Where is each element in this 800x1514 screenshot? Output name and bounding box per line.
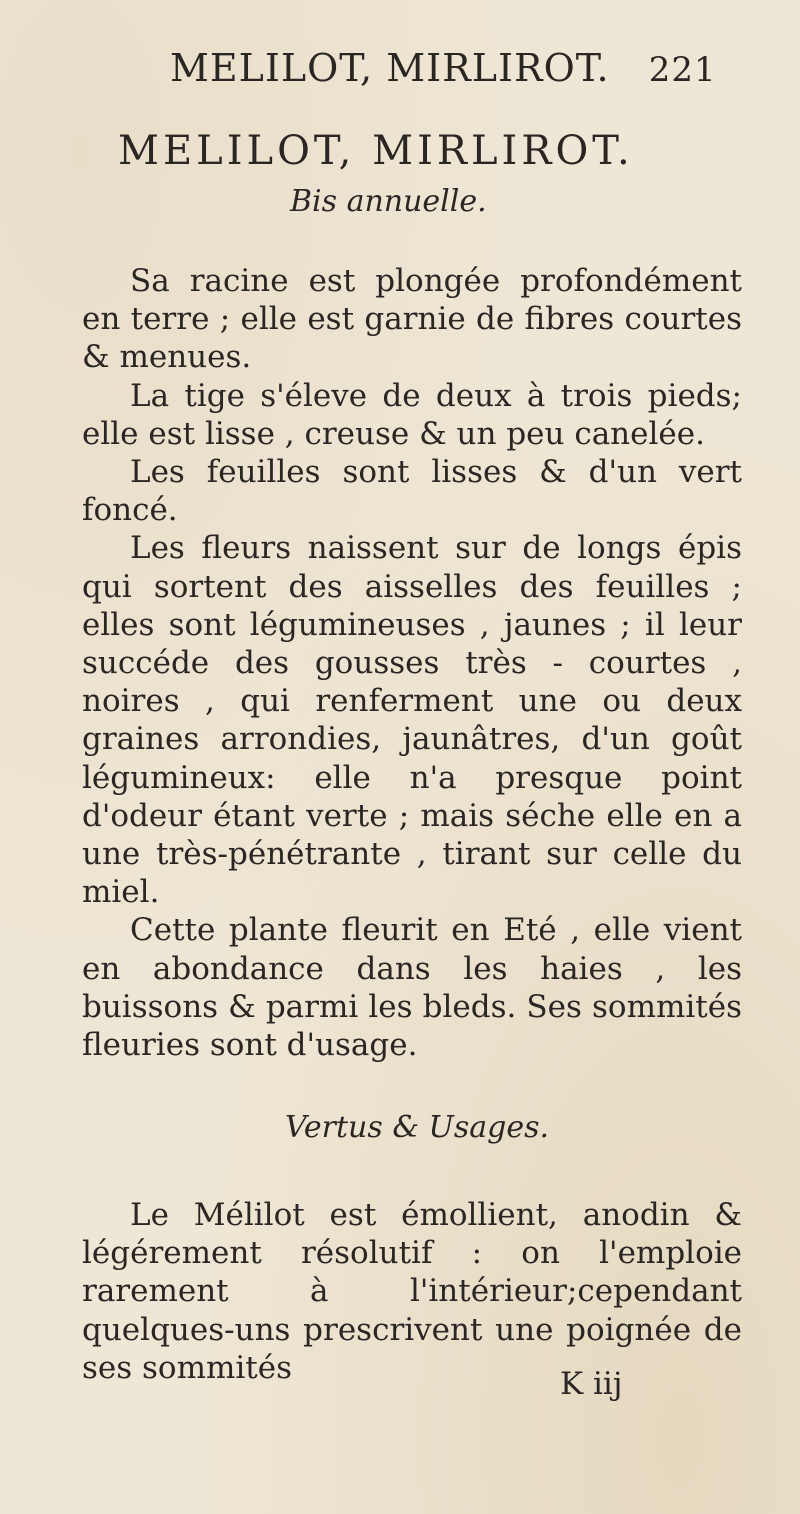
running-title: MELILOT, MIRLIROT. [170, 46, 610, 90]
entry-title: MELILOT, MIRLIROT. [118, 128, 634, 174]
paragraph-stem: La tige s'éleve de deux à trois pieds; elle est lisse , creuse & un peu canelée. [82, 377, 742, 452]
paragraph-habitat: Cette plante fleurit en Eté , elle vient en abondance dans les haies , les buissons & parmi les bleds. Ses sommités fleuries sont d'usage. [82, 912, 742, 1064]
paragraph-leaves: Les feuilles sont lisses & d'un vert foncé. [82, 454, 742, 529]
running-head [170, 46, 760, 90]
entry-subtitle: Bis annuelle. [290, 184, 487, 219]
signature-mark: K iij [560, 1366, 623, 1402]
paragraph-flowers: Les fleurs naissent sur de longs épis qui sortent des aisselles des feuilles ; elles sont légumineuses , jaunes ; il leur succéde des gousses très - courtes , noires , qui renferment une ou deux graines arrondies, jaunâtres, d'un goût légumineux: elle n'a presque point d'odeur étant verte ; mais séche elle en a une très-pénétrante , tirant sur celle du miel. [82, 530, 742, 911]
description-block [82, 262, 742, 1064]
paragraph-uses: Le Mélilot est émollient, anodin & légérement résolutif : on l'emploie rarement à l'intérieur;cependant quelques-uns prescrivent une poignée de ses sommités [82, 1197, 742, 1386]
page-number: 221 [648, 50, 717, 90]
paragraph-root: Sa racine est plongée profondément en terre ; elle est garnie de fibres courtes & menues. [82, 263, 742, 376]
section-heading: Vertus & Usages. [285, 1110, 550, 1145]
uses-block [82, 1196, 742, 1387]
